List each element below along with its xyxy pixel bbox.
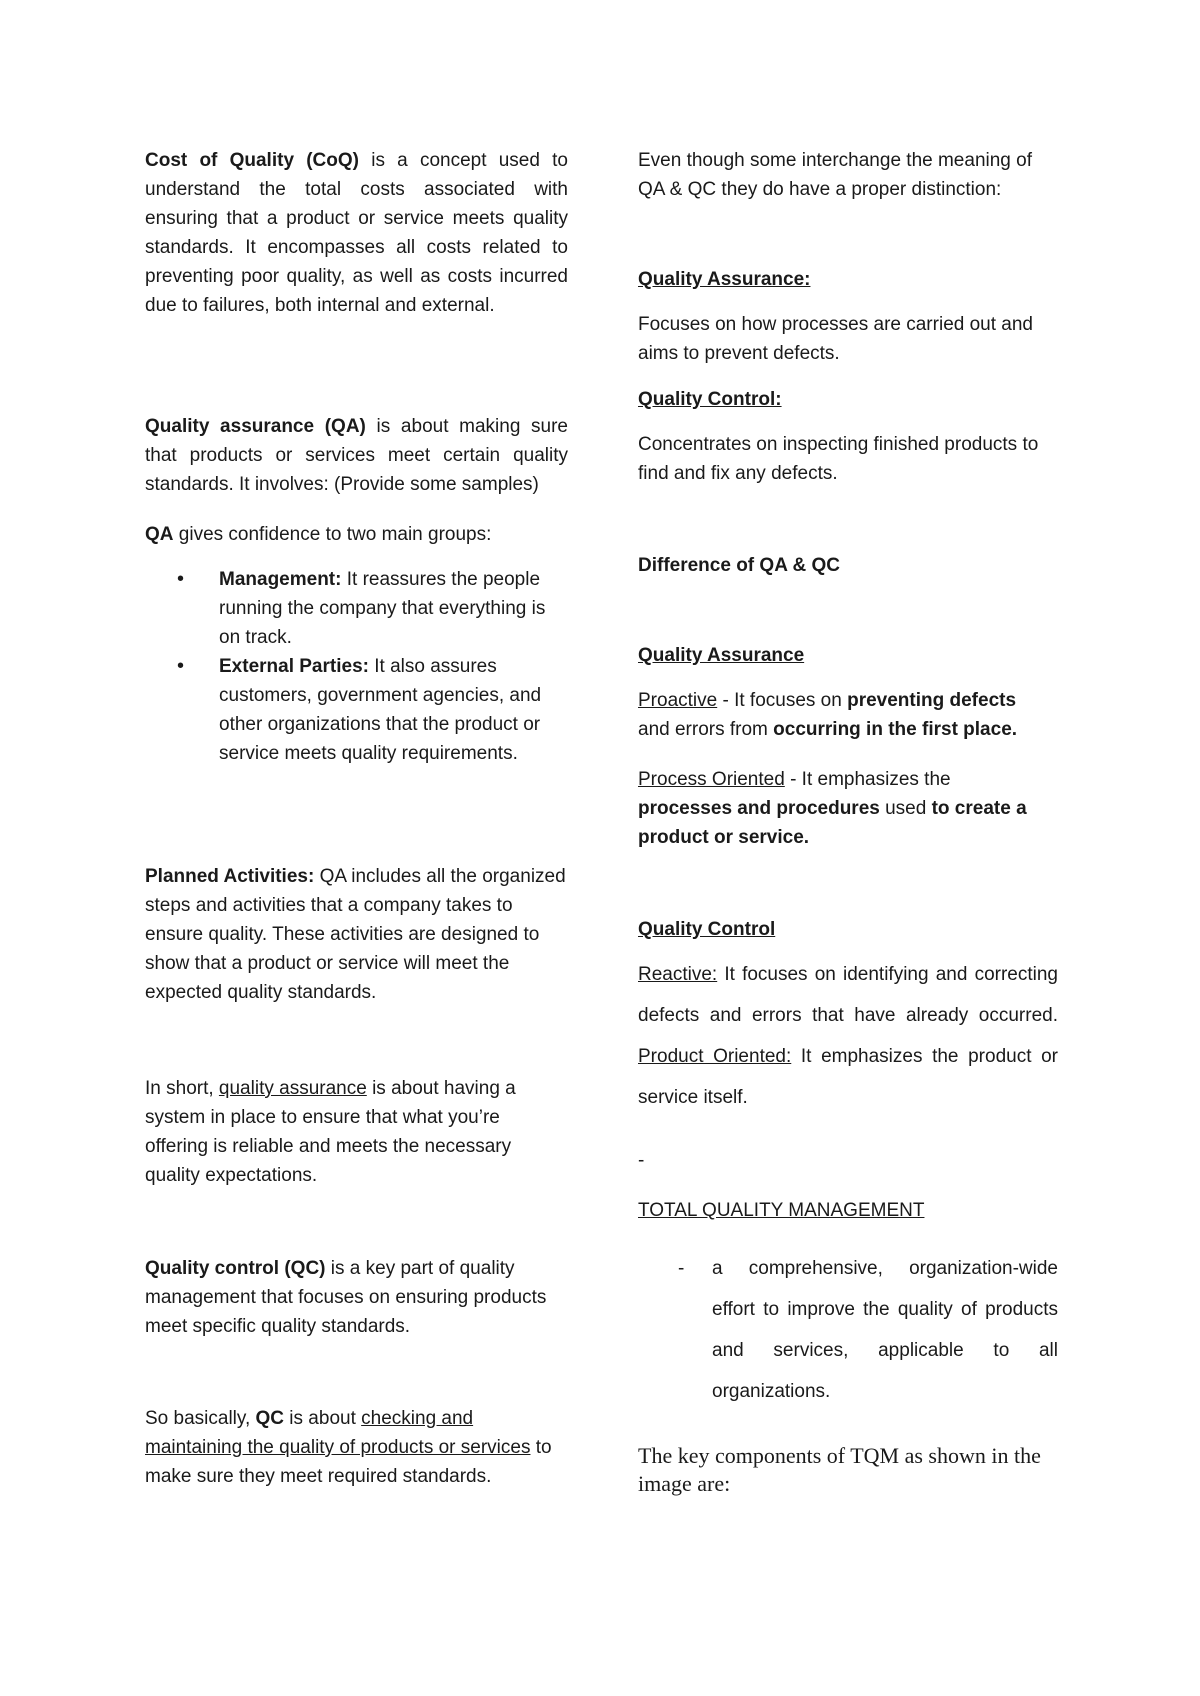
qc-term: Quality control (QC) (145, 1258, 326, 1279)
qc-heading (638, 385, 782, 414)
qa-term: Quality assurance (QA) (145, 416, 366, 437)
in-short-underlined: quality assurance (218, 1078, 367, 1099)
qc-heading-text: Quality Control: (638, 389, 782, 410)
qa-groups-list (145, 565, 568, 768)
process-b2: to create a product or service. (638, 798, 1027, 848)
so-basically-underlined: checking and maintaining the quality of products or services (145, 1408, 531, 1458)
process-paragraph (638, 765, 1048, 852)
so-basically-bold: QC (255, 1408, 285, 1429)
proactive-t1: - It focuses on (717, 690, 848, 711)
in-short-after: is about having a system in place to ensure that what you’re offering is reliable and meets the necessary quality expectations. (145, 1078, 516, 1186)
coq-term: Cost of Quality (CoQ) (145, 150, 359, 171)
qc-definition (145, 1254, 568, 1341)
qa-heading-text: Quality Assurance: (638, 269, 811, 290)
process-t1: - It emphasizes the (784, 769, 951, 790)
process-b1: processes and procedures (638, 798, 880, 819)
qa-lead-text: gives confidence to two main groups: (173, 524, 492, 545)
product-oriented-label: Product Oriented: (638, 1046, 792, 1067)
key-components: The key components of TQM as shown in the image are: (638, 1443, 1041, 1496)
list-item (145, 565, 568, 652)
difference-heading (638, 551, 840, 580)
management-text: It reassures the people running the company that everything is on track. (219, 569, 546, 648)
reactive-paragraph (638, 954, 1058, 1118)
tqm-text: a comprehensive, organization-wide effort to improve the quality of products and services, applicable to all organizations. (712, 1258, 1058, 1402)
so-basically-mid: is about (284, 1408, 362, 1429)
proactive-b1: preventing defects (847, 690, 1017, 711)
tqm-bullet (638, 1248, 1058, 1412)
process-t2: used (879, 798, 932, 819)
qc-description: Concentrates on inspecting finished products to find and fix any defects. (638, 434, 1039, 484)
difference-heading-text: Difference of QA & QC (638, 555, 840, 576)
tqm-heading-text: TOTAL QUALITY MANAGEMENT (638, 1200, 925, 1221)
qa-heading (638, 265, 810, 294)
external-parties-term: External Parties: (219, 656, 369, 677)
qa-groups-lead (145, 520, 568, 549)
in-short-before: In short, (145, 1078, 219, 1099)
coq-paragraph (145, 146, 568, 320)
reactive-t2: It emphasizes the product or service itself. (638, 1046, 1058, 1108)
intro-paragraph: Even though some interchange the meaning of QA & QC they do have a proper distinction: (638, 150, 1032, 200)
external-parties-text: It also assures customers, government agencies, and other organizations that the product or service meets quality requirements. (219, 656, 542, 764)
in-short-paragraph (145, 1074, 568, 1190)
qc-text: is a key part of quality management that focuses on ensuring products meet specific quality standards. (145, 1258, 547, 1337)
reactive-label: Reactive: (638, 964, 718, 985)
right-column (638, 0, 1058, 1496)
qc2-heading-text: Quality Control (638, 919, 776, 940)
proactive-t2: and errors from (638, 719, 774, 740)
proactive-label: Proactive (638, 690, 718, 711)
qa-text: is about making sure that products or services meet certain quality standards. It involves: (Provide some samples) (145, 416, 569, 495)
tqm-heading (638, 1196, 924, 1225)
qa-definition (145, 412, 568, 499)
qa2-heading-text: Quality Assurance (638, 645, 805, 666)
list-item (145, 652, 568, 768)
so-basically-after: to make sure they meet required standards. (145, 1437, 552, 1487)
planned-activities (145, 862, 568, 1007)
coq-text: is a concept used to understand the total costs associated with ensuring that a product or service meets quality standards. It encompasses all costs related to preventing poor quality, as well as costs incurred due to failures, both internal and external. (145, 150, 569, 316)
so-basically-paragraph (145, 1404, 575, 1491)
qa-lead-bold: QA (145, 524, 174, 545)
reactive-t1: It focuses on identifying and correcting defects and errors that have already occurred. (638, 964, 1058, 1026)
management-term: Management: (219, 569, 342, 590)
planned-text: QA includes all the organized steps and activities that a company takes to ensure quality. These activities are designed to show that a product or service will meet the expected quality standards. (145, 866, 566, 1003)
so-basically-before: So basically, (145, 1408, 256, 1429)
qa-description: Focuses on how processes are carried out and aims to prevent defects. (638, 314, 1033, 364)
planned-term: Planned Activities: (145, 866, 315, 887)
proactive-paragraph (638, 686, 1048, 744)
proactive-b2: occurring in the first place. (773, 719, 1018, 740)
qa2-heading (638, 641, 804, 670)
stray-dash: - (638, 1150, 645, 1171)
tqm-bullet-marker: - (678, 1258, 685, 1279)
process-label: Process Oriented (638, 769, 785, 790)
qc2-heading (638, 915, 775, 944)
